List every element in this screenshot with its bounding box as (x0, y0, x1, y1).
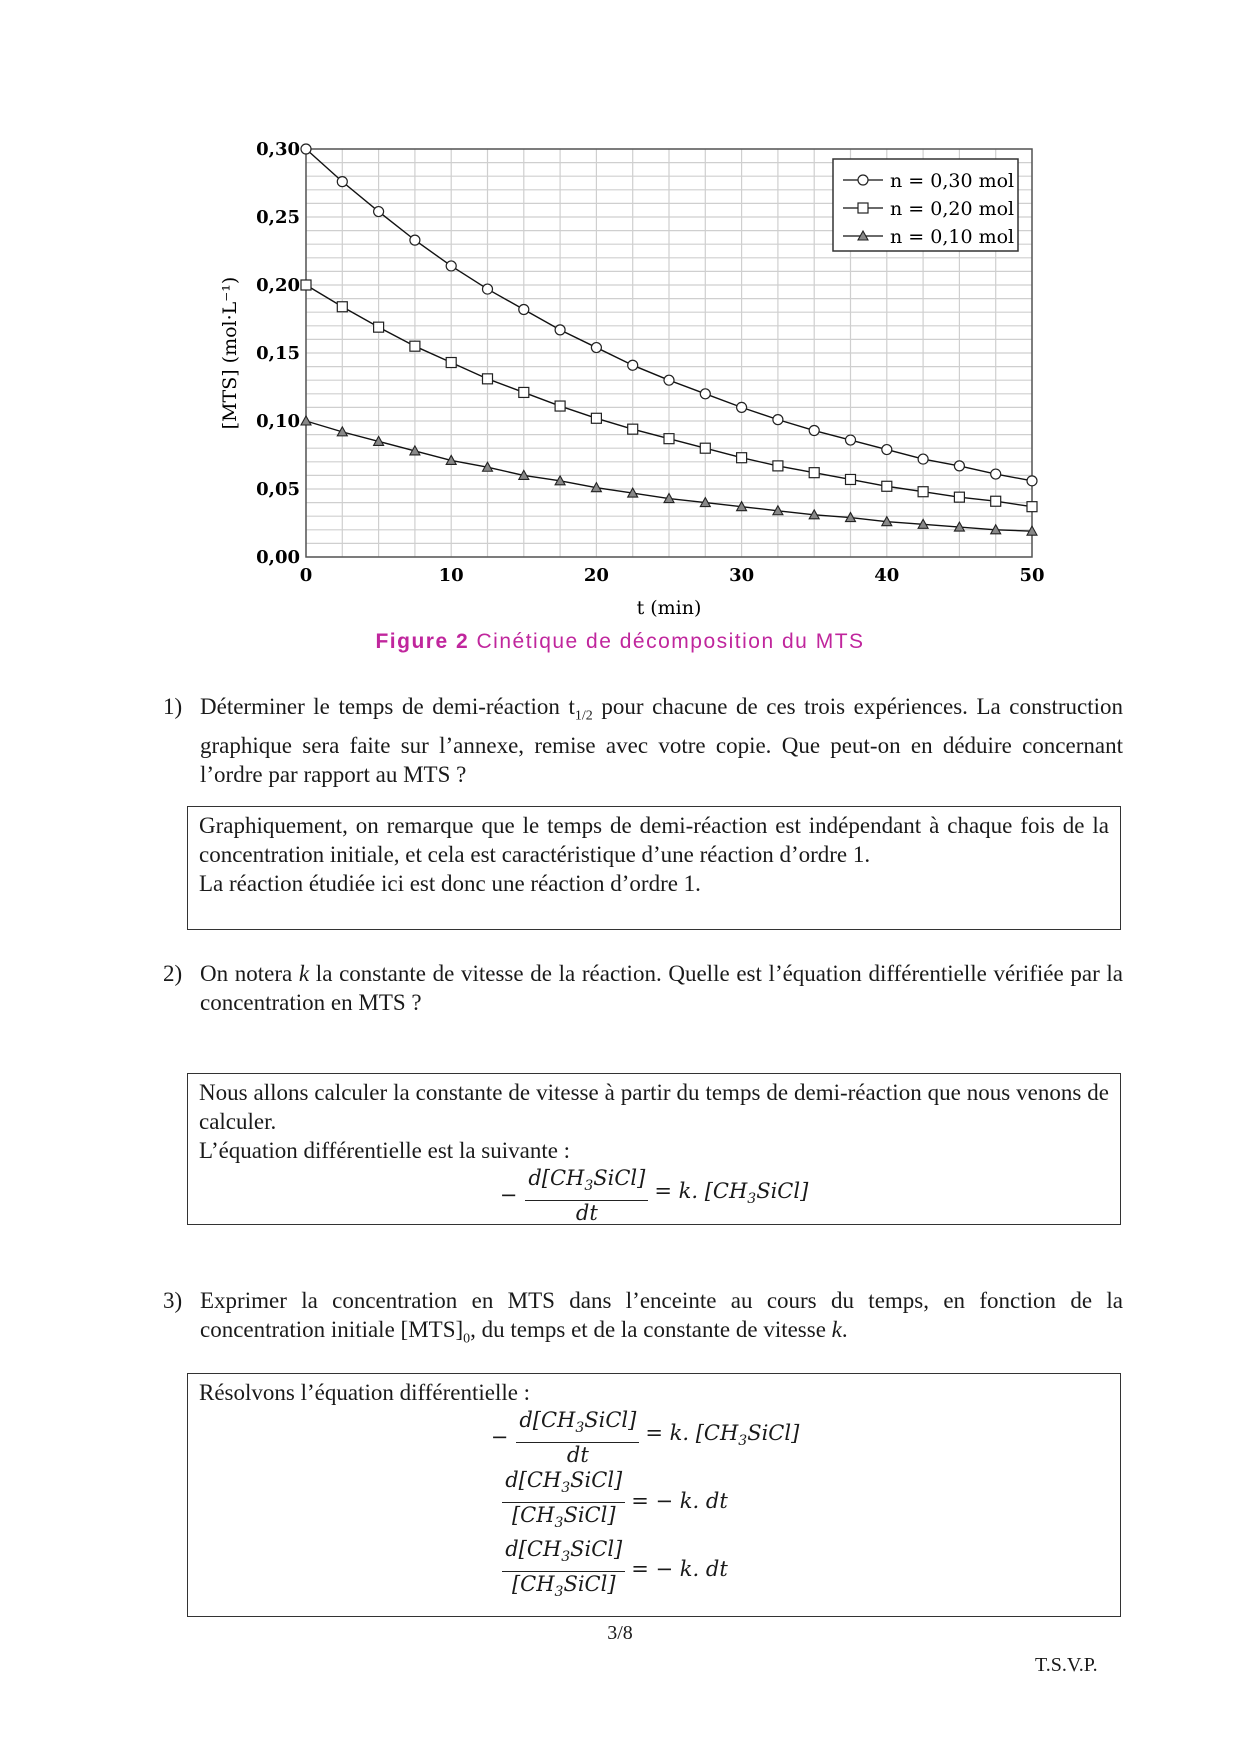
square-marker (1027, 502, 1037, 512)
denominator (567, 1443, 589, 1467)
eq-part: d[CH (528, 1166, 585, 1190)
x-axis-label: t (min) (636, 597, 702, 619)
figure-caption-text: Cinétique de décomposition du MTS (476, 630, 865, 653)
question-text (200, 959, 1123, 1017)
circle-marker (555, 325, 565, 335)
square-marker (846, 474, 856, 484)
numerator (516, 1407, 639, 1443)
right-hand-side: = − k. dt (631, 1488, 728, 1513)
circle-marker (737, 402, 747, 412)
fraction (525, 1165, 648, 1225)
square-marker (737, 453, 747, 463)
question-2 (163, 959, 1123, 1017)
square-marker (519, 387, 529, 397)
question-text (200, 692, 1123, 789)
eq-part: SiCl] (563, 1503, 616, 1528)
subscript: 3 (747, 1190, 757, 1207)
y-tick-label: 0,00 (256, 547, 300, 568)
right-hand-side (654, 1177, 808, 1214)
equation-list (199, 1407, 1109, 1604)
kinetics-chart (0, 0, 1240, 620)
y-tick-label: 0,20 (256, 275, 300, 296)
eq-part: d[CH (505, 1468, 562, 1493)
eq-part: SiCl] (570, 1536, 623, 1561)
square-marker (858, 203, 868, 213)
denominator (512, 1572, 616, 1604)
subscript: 0 (463, 1331, 471, 1347)
y-tick-label: 0,15 (256, 343, 300, 364)
fraction (502, 1467, 625, 1535)
square-marker (773, 461, 783, 471)
eq-part: = k. [CH (645, 1420, 739, 1445)
x-tick-label: 30 (729, 565, 755, 586)
eq-part: [CH (511, 1571, 555, 1596)
subscript: 3 (575, 1420, 585, 1437)
square-marker (991, 496, 1001, 506)
circle-marker (628, 360, 638, 370)
subscript: 3 (561, 1548, 571, 1565)
legend-label: n = 0,20 mol (890, 198, 1015, 220)
answer-paragraph: La réaction étudiée ici est donc une réaction d’ordre 1. (199, 871, 701, 896)
eq-part: dt (566, 1443, 589, 1468)
question-3 (163, 1286, 1123, 1354)
y-tick-label: 0,30 (256, 139, 300, 160)
equation-line (115, 1536, 1109, 1604)
circle-marker (700, 389, 710, 399)
y-tick-label: 0,05 (256, 479, 300, 500)
square-marker (374, 322, 384, 332)
square-marker (446, 358, 456, 368)
x-tick-label: 40 (874, 565, 900, 586)
figure-label: Figure 2 (375, 630, 470, 653)
eq-part: SiCl] (593, 1166, 646, 1190)
square-marker (591, 413, 601, 423)
question-text (200, 1286, 1123, 1354)
variable-k: k (298, 961, 310, 986)
subscript: 3 (738, 1432, 748, 1449)
question-number: 3) (163, 1288, 183, 1313)
fraction (502, 1536, 625, 1604)
numerator (502, 1467, 625, 1503)
y-tick-label: 0,25 (256, 207, 300, 228)
x-tick-label: 0 (299, 565, 313, 586)
square-marker (882, 481, 892, 491)
question-text-part: . (841, 1317, 848, 1342)
equation-line (181, 1407, 1109, 1467)
circle-marker (846, 435, 856, 445)
x-tick-label: 20 (583, 565, 609, 586)
square-marker (555, 401, 565, 411)
square-marker (337, 302, 347, 312)
fraction (516, 1407, 639, 1467)
eq-part: SiCl] (747, 1420, 800, 1445)
square-marker (301, 280, 311, 290)
circle-marker (773, 415, 783, 425)
square-marker (954, 492, 964, 502)
circle-marker (858, 175, 868, 185)
x-tick-label: 50 (1019, 565, 1045, 586)
eq-part: = k. [CH (654, 1178, 748, 1203)
square-marker (809, 468, 819, 478)
x-tick-label: 10 (438, 565, 464, 586)
question-text-part: la constante de vitesse de la réaction. Quelle est l’équation différentielle vérifiée par la concentration en MTS ? (200, 961, 1124, 1015)
numerator (502, 1536, 625, 1572)
y-axis-label: [MTS] (mol·L⁻¹) (219, 276, 241, 430)
question-number: 1) (163, 694, 183, 719)
question-1 (163, 692, 1123, 789)
tsvp-note: T.S.V.P. (1035, 1654, 1098, 1676)
circle-marker (410, 235, 420, 245)
y-tick-label: 0,10 (256, 411, 300, 432)
eq-part: d[CH (505, 1536, 562, 1561)
question-number: 2) (163, 961, 183, 986)
question-text-part: pour chacune de ces trois expériences. La construction graphique sera faite sur l’annexe, remise avec votre copie. Que peut-on en déduire concernant l’ordre par rapport au MTS ? (200, 694, 1123, 787)
eq-part: d[CH (519, 1408, 576, 1432)
subscript: 3 (561, 1480, 571, 1497)
equation-line (115, 1467, 1109, 1535)
answer-paragraph: Graphiquement, on remarque que le temps de demi-réaction est indépendant à chaque fois de la concentration initiale, et cela est caractéristique d’une réaction d’ordre 1. (199, 813, 1109, 867)
differential-equation (199, 1165, 1109, 1225)
figure-caption (0, 630, 1240, 654)
circle-marker (519, 304, 529, 314)
chart-legend (833, 159, 1018, 251)
circle-marker (991, 469, 1001, 479)
minus-sign: − (499, 1182, 518, 1207)
eq-part: [CH (511, 1503, 555, 1528)
circle-marker (809, 426, 819, 436)
page-number: 3/8 (607, 1622, 633, 1644)
circle-marker (954, 461, 964, 471)
square-marker (483, 374, 493, 384)
circle-marker (374, 207, 384, 217)
circle-marker (918, 454, 928, 464)
subscript: 1/2 (574, 708, 593, 724)
square-marker (664, 434, 674, 444)
answer-box-2 (187, 1073, 1121, 1225)
question-text-part: On notera (200, 961, 299, 986)
question-text-part: , du temps et de la constante de vitesse (470, 1317, 832, 1342)
legend-label: n = 0,30 mol (890, 170, 1015, 192)
denominator (512, 1503, 616, 1535)
minus-sign: − (490, 1424, 509, 1449)
eq-part: SiCl] (584, 1408, 637, 1432)
question-text-part: Exprimer la concentration en MTS dans l’enceinte au cours du temps, en fonction de la concentration initiale [MTS] (200, 1288, 1123, 1342)
circle-marker (664, 375, 674, 385)
circle-marker (301, 144, 311, 154)
square-marker (628, 424, 638, 434)
eq-part: SiCl] (563, 1571, 616, 1596)
variable-k: k (831, 1317, 842, 1342)
circle-marker (337, 177, 347, 187)
square-marker (700, 443, 710, 453)
circle-marker (1027, 476, 1037, 486)
circle-marker (446, 261, 456, 271)
circle-marker (591, 343, 601, 353)
subscript: 3 (584, 1178, 594, 1195)
subscript: 3 (554, 1583, 564, 1600)
answer-box-1 (187, 806, 1121, 930)
eq-part: SiCl] (756, 1178, 809, 1203)
eq-part: SiCl] (570, 1468, 623, 1493)
answer-paragraph: L’équation différentielle est la suivante : (199, 1138, 571, 1163)
circle-marker (483, 284, 493, 294)
answer-box-3 (187, 1373, 1121, 1617)
subscript: 3 (554, 1515, 564, 1532)
legend-label: n = 0,10 mol (890, 226, 1015, 248)
square-marker (918, 487, 928, 497)
answer-paragraph: Résolvons l’équation différentielle : (199, 1380, 531, 1405)
answer-paragraph: Nous allons calculer la constante de vitesse à partir du temps de demi-réaction que nous venons de calculer. (199, 1080, 1109, 1134)
denominator: dt (575, 1201, 598, 1226)
square-marker (410, 341, 420, 351)
right-hand-side (645, 1419, 799, 1456)
question-text-part: Déterminer le temps de demi-réaction t (200, 694, 575, 719)
right-hand-side: = − k. dt (631, 1557, 728, 1582)
numerator (525, 1165, 648, 1201)
circle-marker (882, 445, 892, 455)
